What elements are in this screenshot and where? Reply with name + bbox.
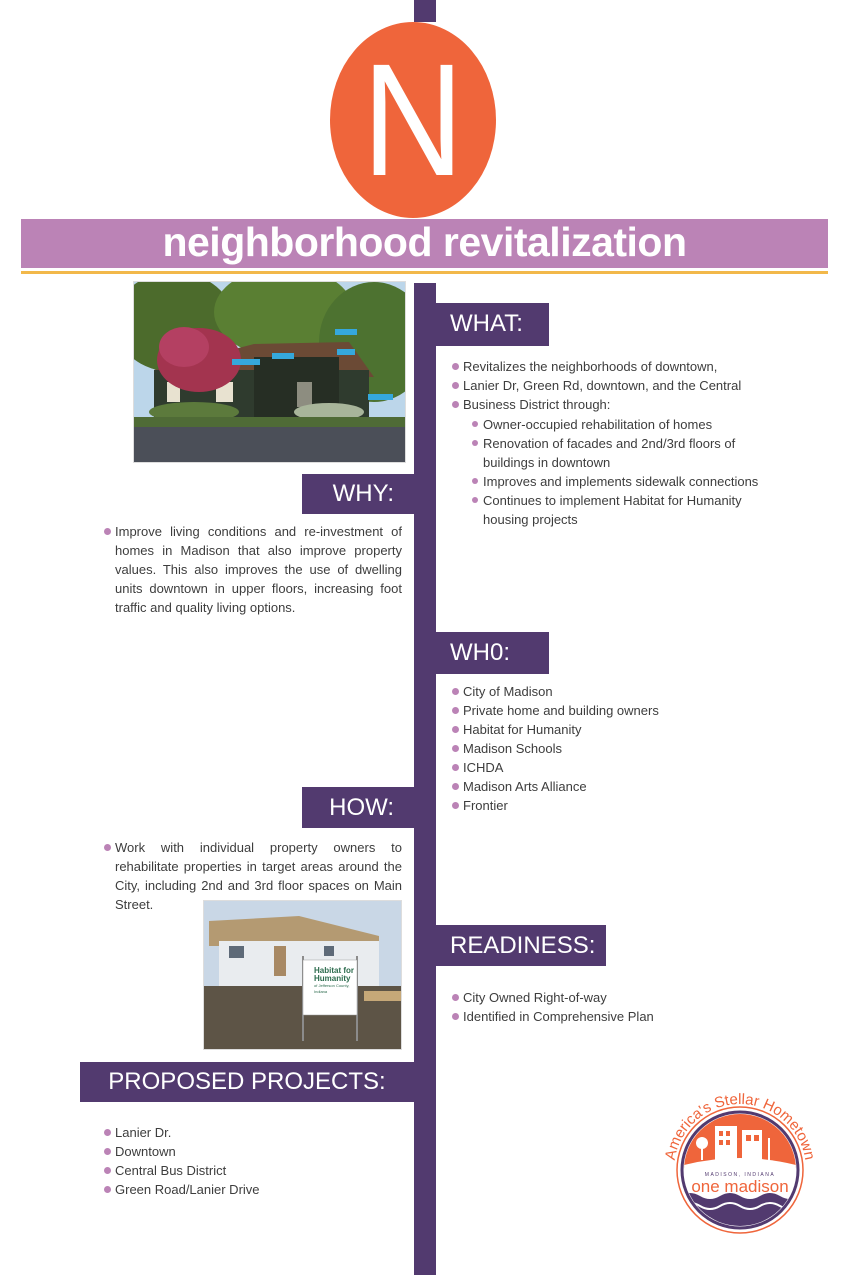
- habitat-sign-line1: Habitat for: [314, 966, 354, 975]
- house-photo: [133, 281, 406, 463]
- house-photo-illustration: [134, 282, 405, 462]
- list-item: Frontier: [452, 796, 752, 815]
- list-item: Lanier Dr.: [104, 1123, 404, 1142]
- logo-arc-text: America's Stellar Hometown: [661, 1090, 819, 1162]
- habitat-sign-line2: Humanity: [314, 974, 351, 983]
- one-madison-logo: [660, 1078, 820, 1238]
- list-item: Revitalizes the neighborhoods of downtown,: [452, 357, 772, 376]
- list-item: City of Madison: [452, 682, 752, 701]
- readiness-header: READINESS:: [436, 925, 606, 966]
- readiness-list: [452, 988, 752, 1026]
- list-item: Green Road/Lanier Drive: [104, 1180, 404, 1199]
- list-item: Work with individual property owners to rehabilitate properties in target areas around the City, including 2nd and 3rd floor spaces on Main Street.: [104, 838, 402, 914]
- habitat-photo: [203, 900, 402, 1050]
- timeline-spine: [414, 283, 436, 1275]
- why-header: WHY:: [302, 474, 414, 514]
- habitat-photo-illustration: [204, 901, 401, 1049]
- title-underline: [21, 271, 828, 274]
- logo-emblem-icon: [660, 1078, 820, 1238]
- list-item: Central Bus District: [104, 1161, 404, 1180]
- list-item: Identified in Comprehensive Plan: [452, 1007, 752, 1026]
- timeline-spine-top: [414, 0, 436, 22]
- logo-name: one madison: [691, 1177, 789, 1196]
- list-item: Improve living conditions and re-investment of homes in Madison that also improve property values. This also improves the use of dwelling units downtown in upper floors, increasing foot traffic and quality living options.: [104, 522, 402, 617]
- list-item: City Owned Right-of-way: [452, 988, 752, 1007]
- list-item: Lanier Dr, Green Rd, downtown, and the Central: [452, 376, 772, 395]
- list-item: Madison Arts Alliance: [452, 777, 752, 796]
- list-item: ICHDA: [452, 758, 752, 777]
- badge-letter: N: [362, 30, 464, 209]
- what-header: WHAT:: [436, 303, 549, 346]
- why-list: [104, 522, 402, 617]
- who-list: [452, 682, 752, 815]
- list-item: Private home and building owners: [452, 701, 752, 720]
- habitat-sign-line3: of Jefferson County, Indiana: [314, 983, 350, 994]
- list-item: Improves and implements sidewalk connections: [472, 472, 762, 491]
- list-item: Downtown: [104, 1142, 404, 1161]
- who-header: WH0:: [436, 632, 549, 674]
- list-item: Renovation of facades and 2nd/3rd floors of buildings in downtown: [472, 434, 762, 472]
- what-list: [452, 357, 772, 414]
- section-badge: [330, 22, 496, 218]
- page-title: neighborhood revitalization: [162, 219, 687, 265]
- list-item: Habitat for Humanity: [452, 720, 752, 739]
- logo-location: MADISON, INDIANA: [704, 1172, 776, 1178]
- how-header: HOW:: [302, 787, 414, 828]
- list-item: Continues to implement Habitat for Humanity housing projects: [472, 491, 762, 529]
- title-banner: [21, 219, 828, 268]
- list-item: Owner-occupied rehabilitation of homes: [472, 415, 762, 434]
- proposed-projects-header: PROPOSED PROJECTS:: [80, 1062, 414, 1102]
- list-item: Business District through:: [452, 395, 772, 414]
- habitat-sign: [314, 967, 354, 995]
- proposed-projects-list: [104, 1123, 404, 1199]
- what-sublist: [472, 415, 762, 529]
- list-item: Madison Schools: [452, 739, 752, 758]
